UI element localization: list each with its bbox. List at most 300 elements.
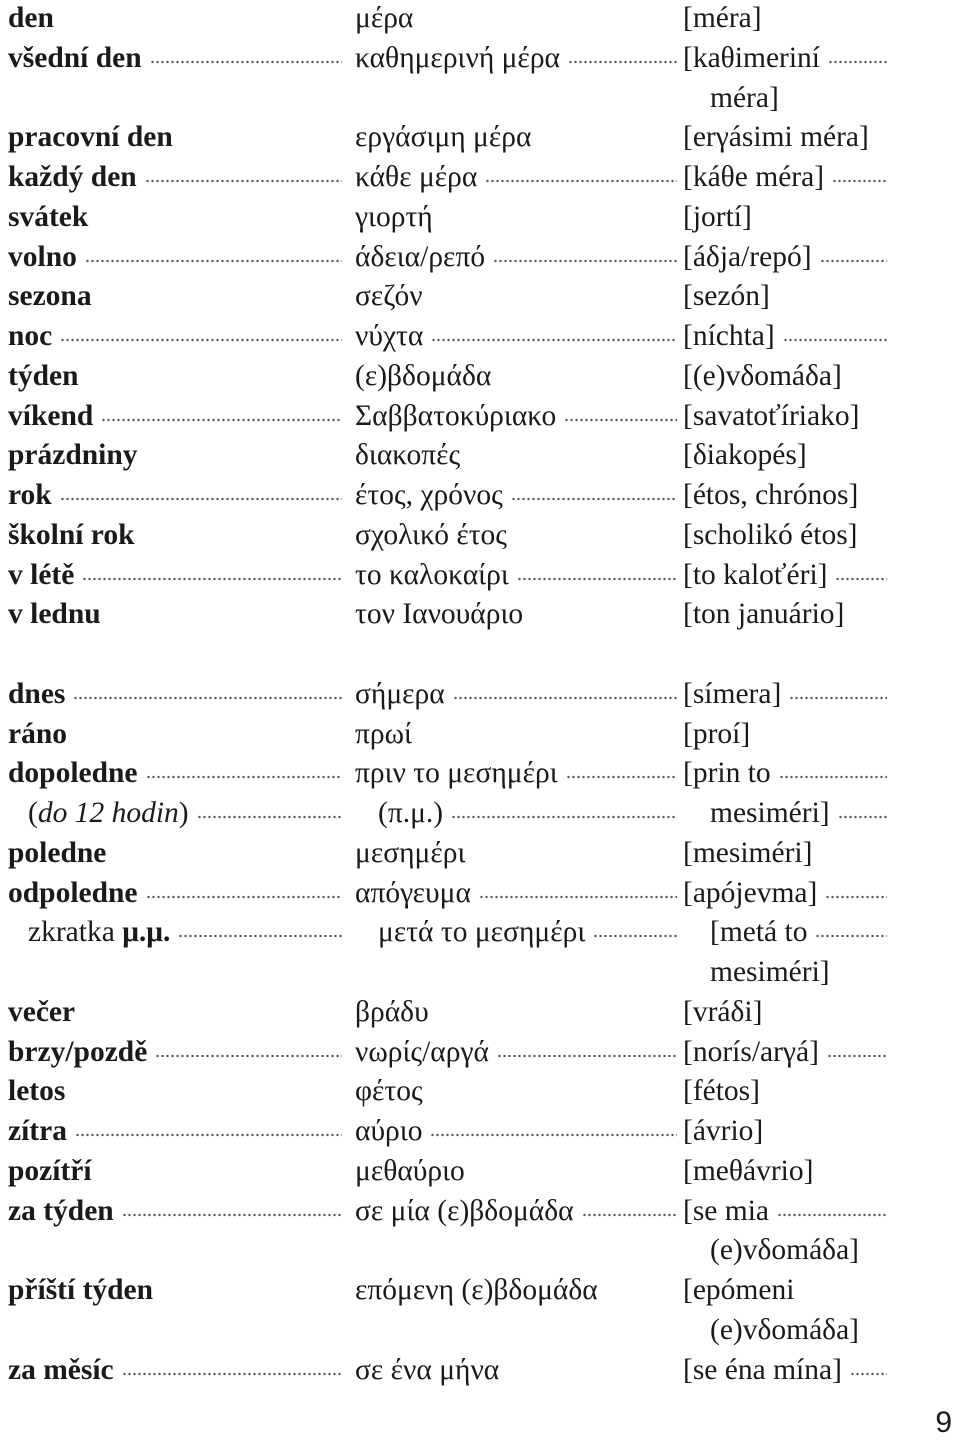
transcription-text: [káθe méra] [683, 161, 825, 193]
greek-word: (π.μ.) [378, 797, 444, 829]
dot-leader [497, 1053, 677, 1059]
czech-term-text [8, 237, 77, 277]
greek-term [355, 1032, 683, 1072]
transcription [683, 1270, 893, 1310]
greek-term [355, 0, 683, 38]
czech-term-text [8, 0, 54, 38]
vocab-row [0, 1230, 960, 1270]
transcription-text: [sezón] [683, 280, 770, 313]
dot-leader [82, 576, 342, 582]
czech-term-text [8, 515, 135, 555]
transcription-text: [savatoťíriako] [683, 399, 860, 432]
transcription-text: [prin to [683, 757, 771, 790]
dot-leader [485, 178, 677, 184]
greek-term [355, 992, 683, 1032]
czech-term [8, 1071, 348, 1111]
greek-term [355, 237, 683, 277]
dot-leader [85, 258, 342, 264]
transcription [683, 1191, 893, 1231]
transcription [710, 793, 893, 833]
czech-term [8, 1032, 348, 1072]
transcription [683, 753, 893, 793]
vocab-row [0, 356, 960, 396]
greek-word: φέτος [355, 1075, 423, 1108]
vocab-row [0, 833, 960, 873]
transcription [683, 435, 893, 475]
greek-word: μεθαύριο [355, 1154, 465, 1187]
vocab-row [0, 594, 960, 634]
transcription [710, 1230, 893, 1270]
dot-leader [73, 695, 342, 701]
transcription-text: [áδja/repó] [683, 240, 812, 273]
transcription-text: [scholikó étos] [683, 518, 858, 551]
dot-leader [779, 774, 887, 780]
transcription-text: (e)vδomáδa] [710, 1234, 859, 1267]
czech-word: odpoledne [8, 876, 138, 909]
transcription [683, 197, 893, 237]
dot-leader [146, 894, 342, 900]
czech-term-text [8, 475, 52, 515]
paren-close: ) [178, 797, 189, 829]
czech-term-text [8, 873, 138, 913]
greek-word: διακοπές [355, 439, 461, 472]
czech-term-text [8, 992, 75, 1032]
vocab-row [0, 1270, 960, 1310]
vocab-row [0, 555, 960, 595]
czech-term-text [8, 674, 65, 714]
czech-word: sezona [8, 280, 92, 313]
transcription [683, 1350, 893, 1390]
dot-leader [145, 178, 342, 184]
vocab-row [0, 1310, 960, 1350]
dot-leader [566, 774, 677, 780]
greek-word: νύχτα [355, 320, 424, 352]
transcription-text: [meθávrio] [683, 1154, 814, 1187]
dot-leader [777, 1212, 887, 1218]
transcription-text: [(e)vδomáδa] [683, 359, 842, 392]
greek-word: σε μία (ε)βδομάδα [355, 1194, 574, 1227]
dot-leader [122, 1212, 342, 1218]
vocab-row [0, 1151, 960, 1191]
dot-leader [783, 337, 887, 343]
greek-term [355, 396, 683, 436]
czech-word: v lednu [8, 598, 101, 631]
greek-word: πριν το μεσημέρι [355, 757, 558, 790]
czech-term [8, 674, 348, 714]
vocab-row [0, 157, 960, 197]
czech-term [8, 1151, 348, 1191]
dot-leader [820, 258, 887, 264]
czech-word: pracovní den [8, 121, 173, 154]
dot-leader [101, 417, 342, 423]
czech-term [8, 873, 348, 913]
czech-prefix: zkratka [28, 916, 123, 949]
vocab-row [0, 38, 960, 78]
transcription [683, 833, 893, 873]
greek-word: απόγευμα [355, 876, 471, 909]
dot-leader [178, 933, 342, 939]
czech-term-text [8, 356, 78, 396]
transcription [683, 594, 893, 634]
vocab-row [0, 197, 960, 237]
greek-term [355, 197, 683, 237]
vocab-row [0, 276, 960, 316]
vocab-row [0, 396, 960, 436]
transcription [683, 38, 893, 78]
czech-word: školní rok [8, 518, 135, 551]
transcription-text: [étos, chrónos] [683, 479, 859, 511]
greek-word: πρωί [355, 717, 412, 750]
czech-term [8, 515, 348, 555]
dot-leader [493, 258, 677, 264]
czech-word: týden [8, 359, 79, 392]
czech-word: noc [8, 320, 53, 352]
czech-term [8, 714, 348, 754]
dot-leader [825, 894, 887, 900]
greek-word: τον Ιανουάριο [355, 598, 524, 631]
czech-term [8, 117, 348, 157]
transcription [710, 1310, 893, 1350]
greek-term [355, 157, 683, 197]
vocab-row [0, 952, 960, 992]
czech-term [8, 1350, 348, 1390]
greek-term [355, 714, 683, 754]
vocab-row [0, 714, 960, 754]
czech-word: volno [8, 240, 77, 273]
transcription-text: [epómeni [683, 1274, 795, 1306]
transcription [683, 0, 893, 38]
greek-word: σεζόν [355, 280, 423, 313]
greek-term [355, 674, 683, 714]
greek-word: σε ένα μήνα [355, 1353, 500, 1386]
transcription [683, 316, 893, 356]
greek-term [355, 475, 683, 515]
vocab-row [0, 515, 960, 555]
vocab-row [0, 674, 960, 714]
transcription [683, 1071, 893, 1111]
vocab-row [0, 1111, 960, 1151]
greek-word: άδεια/ρεπό [355, 240, 486, 273]
greek-word: βράδυ [355, 995, 429, 1028]
czech-term-text [28, 912, 170, 952]
czech-term-text [28, 793, 189, 833]
transcription [683, 475, 893, 515]
transcription-text: [apójevma] [683, 876, 818, 909]
greek-word: γιορτή [355, 200, 433, 233]
transcription [683, 356, 893, 396]
vocab-row [0, 1071, 960, 1111]
transcription-text: mesiméri] [710, 956, 830, 988]
greek-term [355, 1270, 683, 1310]
greek-word: μεσημέρι [355, 836, 466, 869]
czech-term-text [8, 435, 138, 475]
czech-term-text [8, 276, 92, 316]
czech-word: letos [8, 1075, 66, 1108]
czech-term-text [8, 1270, 153, 1310]
dot-leader [122, 1371, 342, 1377]
transcription [710, 912, 893, 952]
transcription [683, 674, 893, 714]
czech-term-text [8, 38, 142, 78]
greek-term [355, 555, 683, 595]
greek-word: επόμενη (ε)βδομάδα [355, 1274, 598, 1306]
dot-leader [60, 496, 342, 502]
dot-leader [150, 59, 342, 65]
vocab-row [0, 237, 960, 277]
transcription-text: [norís/arγá] [683, 1035, 819, 1068]
transcription [683, 1032, 893, 1072]
transcription [710, 78, 893, 118]
czech-word: každý den [8, 161, 137, 193]
czech-term [8, 237, 348, 277]
czech-term-text [8, 714, 67, 754]
dot-leader [430, 1132, 677, 1138]
czech-term [8, 1270, 348, 1310]
dot-leader [451, 814, 677, 820]
czech-word: ráno [8, 717, 67, 750]
transcription-text: [kaθimeriní [683, 41, 820, 74]
czech-term [8, 992, 348, 1032]
greek-word: κάθε μέρα [355, 161, 478, 193]
czech-word: rok [8, 479, 52, 511]
dot-leader [146, 774, 342, 780]
dot-leader [593, 933, 677, 939]
dot-leader [517, 576, 677, 582]
czech-term-text [8, 117, 173, 157]
paren-open: ( [28, 797, 38, 829]
czech-term [8, 435, 348, 475]
dot-leader [815, 933, 887, 939]
greek-word: αύριο [355, 1115, 423, 1147]
vocab-row [0, 793, 960, 833]
vocab-row [0, 117, 960, 157]
czech-term [8, 594, 348, 634]
czech-word: za týden [8, 1194, 114, 1227]
czech-term [8, 475, 348, 515]
czech-term [8, 316, 348, 356]
czech-term-text [8, 555, 74, 595]
greek-word: σήμερα [355, 677, 445, 710]
czech-term [8, 555, 348, 595]
transcription-text: [níchta] [683, 320, 775, 352]
czech-word: dopoledne [8, 757, 138, 790]
transcription [683, 276, 893, 316]
czech-term [8, 753, 348, 793]
greek-term [355, 753, 683, 793]
transcription [683, 714, 893, 754]
czech-word: dnes [8, 677, 66, 710]
czech-word: μ.μ. [122, 916, 171, 949]
transcription [683, 396, 893, 436]
greek-term [355, 1350, 683, 1390]
czech-word: večer [8, 995, 76, 1028]
dot-leader [453, 695, 677, 701]
greek-word: σχολικό έτος [355, 518, 507, 551]
dot-leader [60, 337, 342, 343]
greek-term [355, 1111, 683, 1151]
transcription [683, 992, 893, 1032]
czech-term-text [8, 1111, 67, 1151]
transcription-text: [vráδi] [683, 995, 763, 1028]
transcription [683, 117, 893, 157]
transcription-text: (e)vδomáδa] [710, 1313, 859, 1346]
vocab-row [0, 992, 960, 1032]
greek-term [378, 793, 683, 833]
greek-term [355, 356, 683, 396]
page-number: 9 [935, 1406, 952, 1439]
transcription-text: mesiméri] [710, 797, 830, 829]
greek-term [355, 276, 683, 316]
dot-leader [832, 178, 887, 184]
greek-term [355, 1151, 683, 1191]
czech-term [8, 1111, 348, 1151]
greek-word: μέρα [355, 2, 414, 34]
czech-term [8, 833, 348, 873]
greek-term [355, 1191, 683, 1231]
greek-term [355, 1071, 683, 1111]
vocab-row [0, 873, 960, 913]
transcription-text: [se mia [683, 1194, 770, 1227]
vocab-row [0, 475, 960, 515]
greek-word: έτος, χρόνος [355, 479, 503, 511]
czech-term-text [8, 753, 138, 793]
dot-leader [827, 1053, 887, 1059]
vocab-row [0, 753, 960, 793]
czech-term-text [8, 1191, 114, 1231]
czech-word: zítra [8, 1115, 67, 1147]
czech-word: prázdniny [8, 439, 138, 472]
transcription [683, 1151, 893, 1191]
czech-word: příští týden [8, 1274, 154, 1306]
czech-word: brzy/pozdě [8, 1035, 148, 1068]
czech-term [28, 793, 348, 833]
vocab-row [0, 0, 960, 38]
czech-word: za měsíc [8, 1353, 114, 1386]
czech-term [8, 197, 348, 237]
czech-word: všední den [8, 41, 142, 74]
greek-term [355, 435, 683, 475]
transcription [683, 515, 893, 555]
greek-word: νωρίς/αργά [355, 1035, 489, 1068]
czech-term [8, 0, 348, 38]
transcription-text: [to kaloťéri] [683, 558, 828, 591]
dot-leader [197, 814, 342, 820]
greek-word: (ε)βδομάδα [355, 359, 492, 392]
dot-leader [835, 576, 887, 582]
czech-term-text [8, 1350, 114, 1390]
czech-term [8, 276, 348, 316]
czech-term-text [8, 316, 52, 356]
transcription-text: [símera] [683, 677, 782, 710]
vocab-row [0, 435, 960, 475]
czech-term [8, 396, 348, 436]
czech-term [8, 157, 348, 197]
dot-leader [850, 1371, 887, 1377]
czech-word: den [8, 2, 54, 34]
transcription-text: [fétos] [683, 1075, 760, 1108]
czech-term [8, 38, 348, 78]
greek-term [355, 833, 683, 873]
dot-leader [582, 1212, 677, 1218]
czech-word: víkend [8, 399, 94, 432]
czech-term-text [8, 594, 101, 634]
czech-term-text [8, 157, 137, 197]
dot-leader [155, 1053, 342, 1059]
transcription-text: [se éna mína] [683, 1353, 842, 1386]
transcription-text: [erγásimi méra] [683, 121, 869, 154]
transcription [683, 237, 893, 277]
greek-term [355, 873, 683, 913]
greek-term [355, 594, 683, 634]
transcription [710, 952, 893, 992]
czech-term-text [8, 1071, 65, 1111]
transcription [683, 873, 893, 913]
czech-term [8, 1191, 348, 1231]
greek-term [378, 912, 683, 952]
dot-leader [511, 496, 677, 502]
transcription-text: [ton januário] [683, 598, 845, 631]
czech-term-text [8, 1151, 92, 1191]
czech-term-text [8, 833, 106, 873]
dot-leader [75, 1132, 342, 1138]
dot-leader [838, 814, 887, 820]
czech-term-text [8, 1032, 147, 1072]
greek-term [355, 38, 683, 78]
czech-term [28, 912, 348, 952]
transcription-text: méra] [710, 81, 779, 114]
czech-word: poledne [8, 836, 107, 869]
greek-word: μετά το μεσημέρι [378, 916, 586, 949]
vocab-row [0, 316, 960, 356]
vocab-row [0, 1350, 960, 1390]
czech-note: do 12 hodin [37, 797, 179, 829]
vocab-row [0, 78, 960, 118]
greek-word: το καλοκαίρι [355, 558, 509, 591]
greek-word: Σαββατοκύριακο [355, 399, 557, 432]
transcription-text: [ávrio] [683, 1115, 764, 1147]
transcription [683, 555, 893, 595]
dot-leader [564, 417, 677, 423]
transcription-text: [méra] [683, 2, 762, 34]
dot-leader [789, 695, 887, 701]
transcription [683, 1111, 893, 1151]
dot-leader [479, 894, 677, 900]
dot-leader [431, 337, 677, 343]
vocab-row [0, 912, 960, 952]
czech-word: pozítří [8, 1154, 92, 1187]
transcription-text: [jortí] [683, 200, 752, 233]
czech-term-text [8, 197, 88, 237]
dot-leader [568, 59, 677, 65]
greek-term [355, 117, 683, 157]
greek-word: εργάσιμη μέρα [355, 121, 532, 154]
transcription-text: [metá to [710, 916, 808, 949]
czech-word: v létě [8, 558, 75, 591]
vocab-row [0, 1191, 960, 1231]
czech-word: svátek [8, 200, 89, 233]
czech-term-text [8, 396, 93, 436]
dot-leader [828, 59, 887, 65]
vocab-row [0, 1032, 960, 1072]
czech-term [8, 356, 348, 396]
greek-term [355, 515, 683, 555]
transcription [683, 157, 893, 197]
transcription-text: [mesiméri] [683, 836, 813, 869]
greek-term [355, 316, 683, 356]
transcription-text: [proí] [683, 717, 751, 750]
transcription-text: [δiakopés] [683, 439, 807, 472]
greek-word: καθημερινή μέρα [355, 41, 561, 74]
